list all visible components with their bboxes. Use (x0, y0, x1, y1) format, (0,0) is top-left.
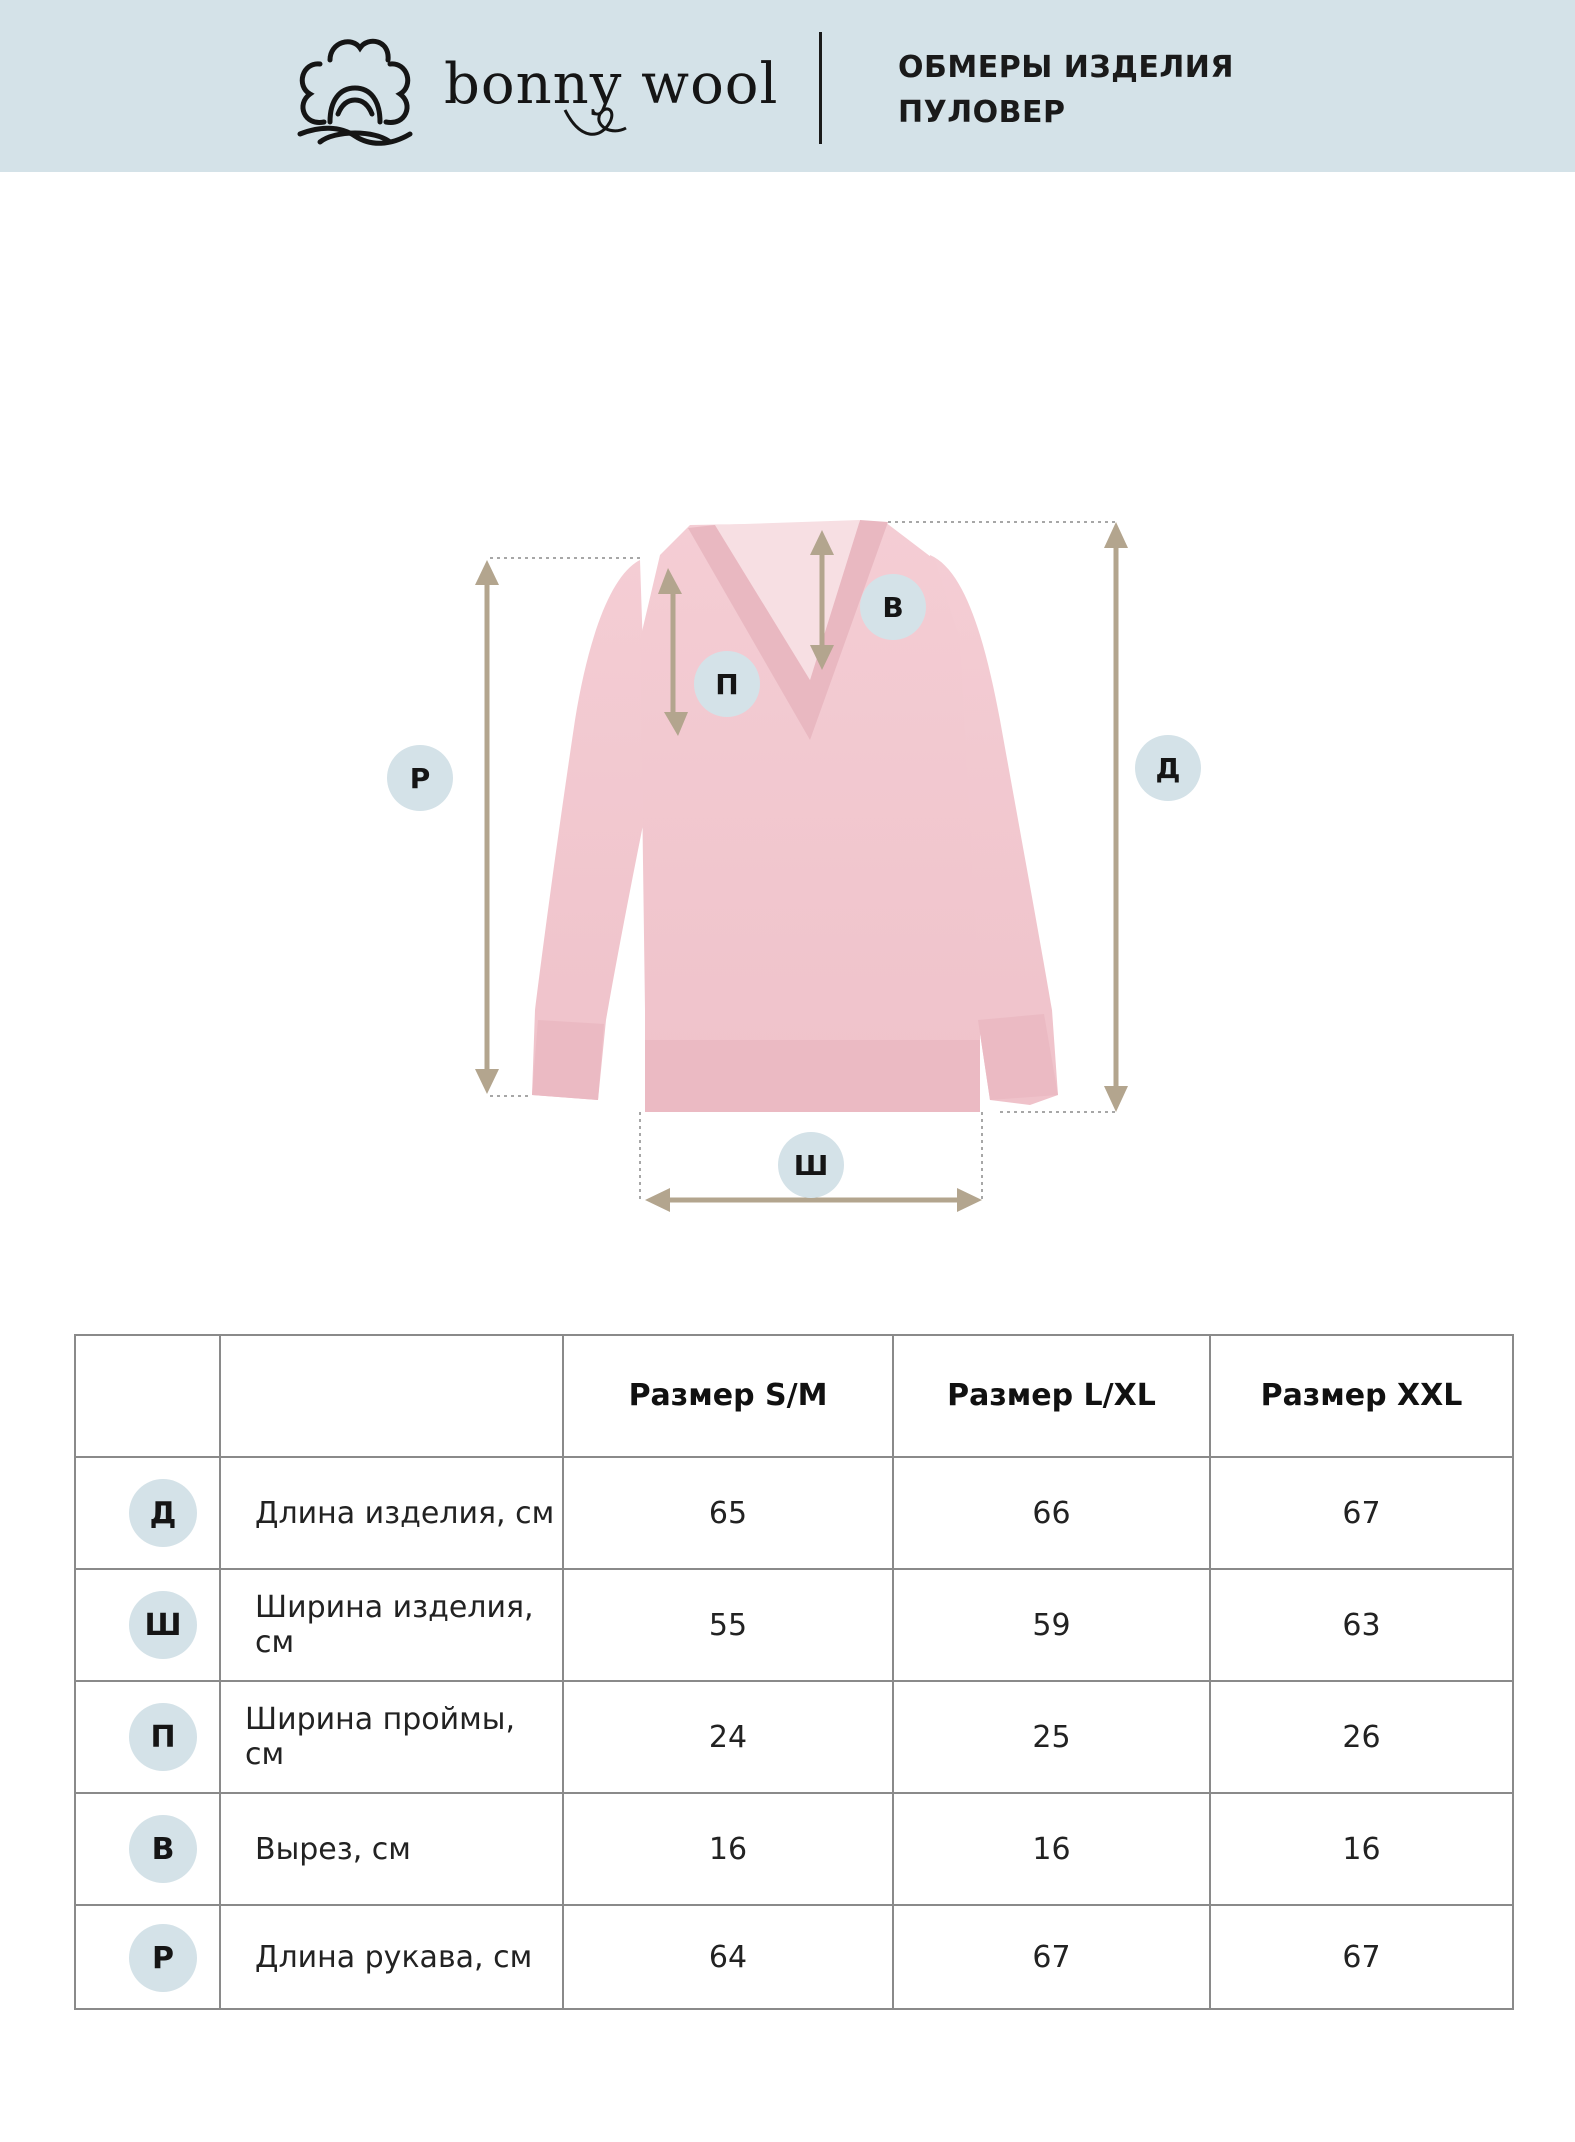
column-header-sm: Размер S/M (628, 1377, 828, 1413)
row-label: Длина рукава, см (255, 1939, 533, 1975)
row-badge: Ш (129, 1591, 197, 1659)
size-table (74, 1334, 1514, 2010)
column-header-lxl: Размер L/XL (947, 1377, 1156, 1413)
table-cell: 16 (708, 1831, 748, 1867)
table-rule (74, 1334, 76, 2010)
table-cell: 66 (1032, 1495, 1071, 1531)
badge-width: Ш (778, 1132, 844, 1198)
table-cell: 25 (1032, 1719, 1071, 1755)
table-cell: 67 (1342, 1939, 1381, 1975)
table-cell: 67 (1342, 1495, 1381, 1531)
row-label: Ширина проймы, см (245, 1702, 516, 1772)
page-title: ОБМЕРЫ ИЗДЕЛИЯ (898, 50, 1234, 85)
row-badge: Д (129, 1479, 197, 1547)
table-cell: 65 (708, 1495, 748, 1531)
sweater-illustration (532, 520, 1058, 1112)
table-cell: 67 (1032, 1939, 1071, 1975)
table-cell: 24 (708, 1719, 748, 1755)
table-cell: 64 (708, 1939, 748, 1975)
table-cell: 16 (1032, 1831, 1071, 1867)
table-rule (1512, 1334, 1514, 2010)
table-cell: 55 (708, 1607, 748, 1643)
brand-name: bonny wool (444, 52, 779, 117)
row-label: Длина изделия, см (255, 1495, 555, 1531)
row-label: Ширина изделия, см (255, 1590, 534, 1660)
page-subtitle: ПУЛОВЕР (898, 95, 1066, 130)
table-cell: 26 (1342, 1719, 1381, 1755)
table-cell: 16 (1342, 1831, 1381, 1867)
column-header-xxl: Размер XXL (1260, 1377, 1463, 1413)
row-badge: Р (129, 1924, 197, 1992)
row-badge: В (129, 1815, 197, 1883)
badge-armhole: П (694, 651, 760, 717)
badge-neckline: В (860, 574, 926, 640)
table-rule (74, 2008, 1514, 2010)
row-label: Вырез, см (255, 1831, 411, 1867)
badge-length: Д (1135, 735, 1201, 801)
table-cell: 59 (1032, 1607, 1071, 1643)
badge-sleeve: Р (387, 745, 453, 811)
row-badge: П (129, 1703, 197, 1771)
table-cell: 63 (1342, 1607, 1381, 1643)
